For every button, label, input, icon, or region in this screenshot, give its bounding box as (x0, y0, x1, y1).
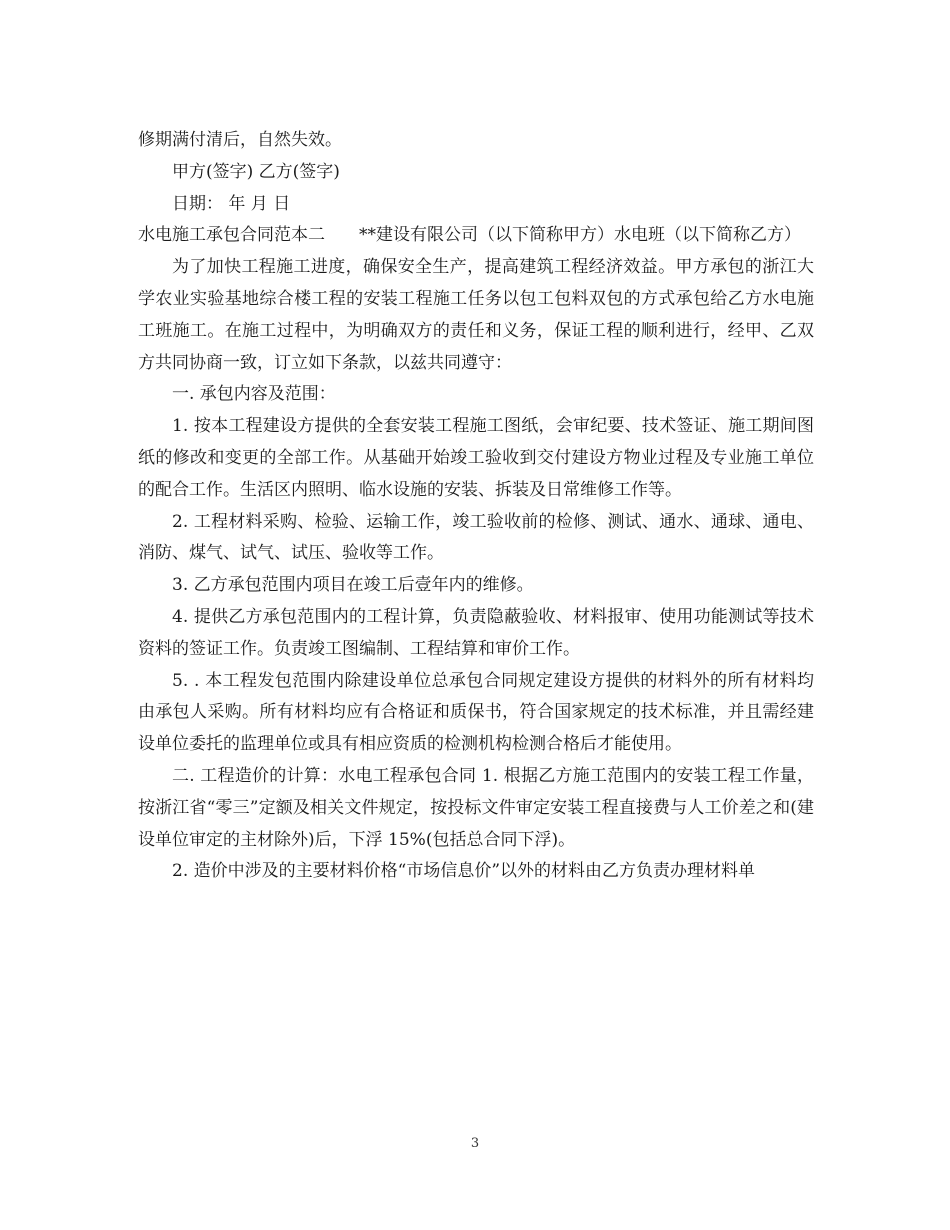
paragraph-scope-item-5: 5. . 本工程发包范围内除建设单位总承包合同规定建设方提供的材料外的所有材料均由承包人采购。所有材料均应有合格证和质保书，符合国家规定的技术标准，并且需经建设单位委托的监理单位或具有相应资质的检测机构检测合格后才能使用。 (138, 670, 814, 755)
paragraph-date: 日期： 年 月 日 (172, 193, 291, 214)
paragraph-signatures: 甲方(签字) 乙方(签字) (172, 161, 340, 182)
body-text (138, 125, 814, 888)
section-heading-cost: 二. 工程造价的计算：水电工程承包合同 1. 根据乙方施工范围内的安装工程工作量，按浙江省“零三”定额及相关文件规定，按投标文件审定安装工程直接费与人工价差之和(建设单位审定的主材除外)后，下浮 15%(包括总合同下浮)。 (138, 765, 814, 850)
paragraph-scope-item-3: 3. 乙方承包范围内项目在竣工后壹年内的维修。 (172, 575, 534, 596)
paragraph-scope-item-4: 4. 提供乙方承包范围内的工程计算，负责隐蔽验收、材料报审、使用功能测试等技术资料的签证工作。负责竣工图编制、工程结算和审价工作。 (138, 606, 814, 659)
paragraph-scope-item-1: 1. 按本工程建设方提供的全套安装工程施工图纸，会审纪要、技术签证、施工期间图纸的修改和变更的全部工作。从基础开始竣工验收到交付建设方物业过程及专业施工单位的配合工作。生活区内照明、临水设施的安装、拆装及日常维修工作等。 (138, 416, 814, 500)
page-number: 3 (470, 1136, 480, 1151)
paragraph-cost-item-2: 2. 造价中涉及的主要材料价格“市场信息价”以外的材料由乙方负责办理材料单 (172, 861, 756, 882)
paragraph-contract-title: 水电施工承包合同范本二 **建设有限公司（以下简称甲方）水电班（以下简称乙方） (138, 225, 801, 246)
section-heading-scope: 一. 承包内容及范围： (172, 384, 336, 405)
paragraph-scope-item-2: 2. 工程材料采购、检验、运输工作，竣工验收前的检修、测试、通水、通球、通电、消防、煤气、试气、试压、验收等工作。 (138, 511, 814, 564)
paragraph-preamble: 为了加快工程施工进度，确保安全生产，提高建筑工程经济效益。甲方承包的浙江大学农业实验基地综合楼工程的安装工程施工任务以包工包料双包的方式承包给乙方水电施工班施工。在施工过程中，为明确双方的责任和义务，保证工程的顺利进行，经甲、乙双方共同协商一致，订立如下条款，以兹共同遵守： (138, 257, 814, 373)
paragraph-warranty-end: 修期满付清后，自然失效。 (138, 130, 342, 150)
